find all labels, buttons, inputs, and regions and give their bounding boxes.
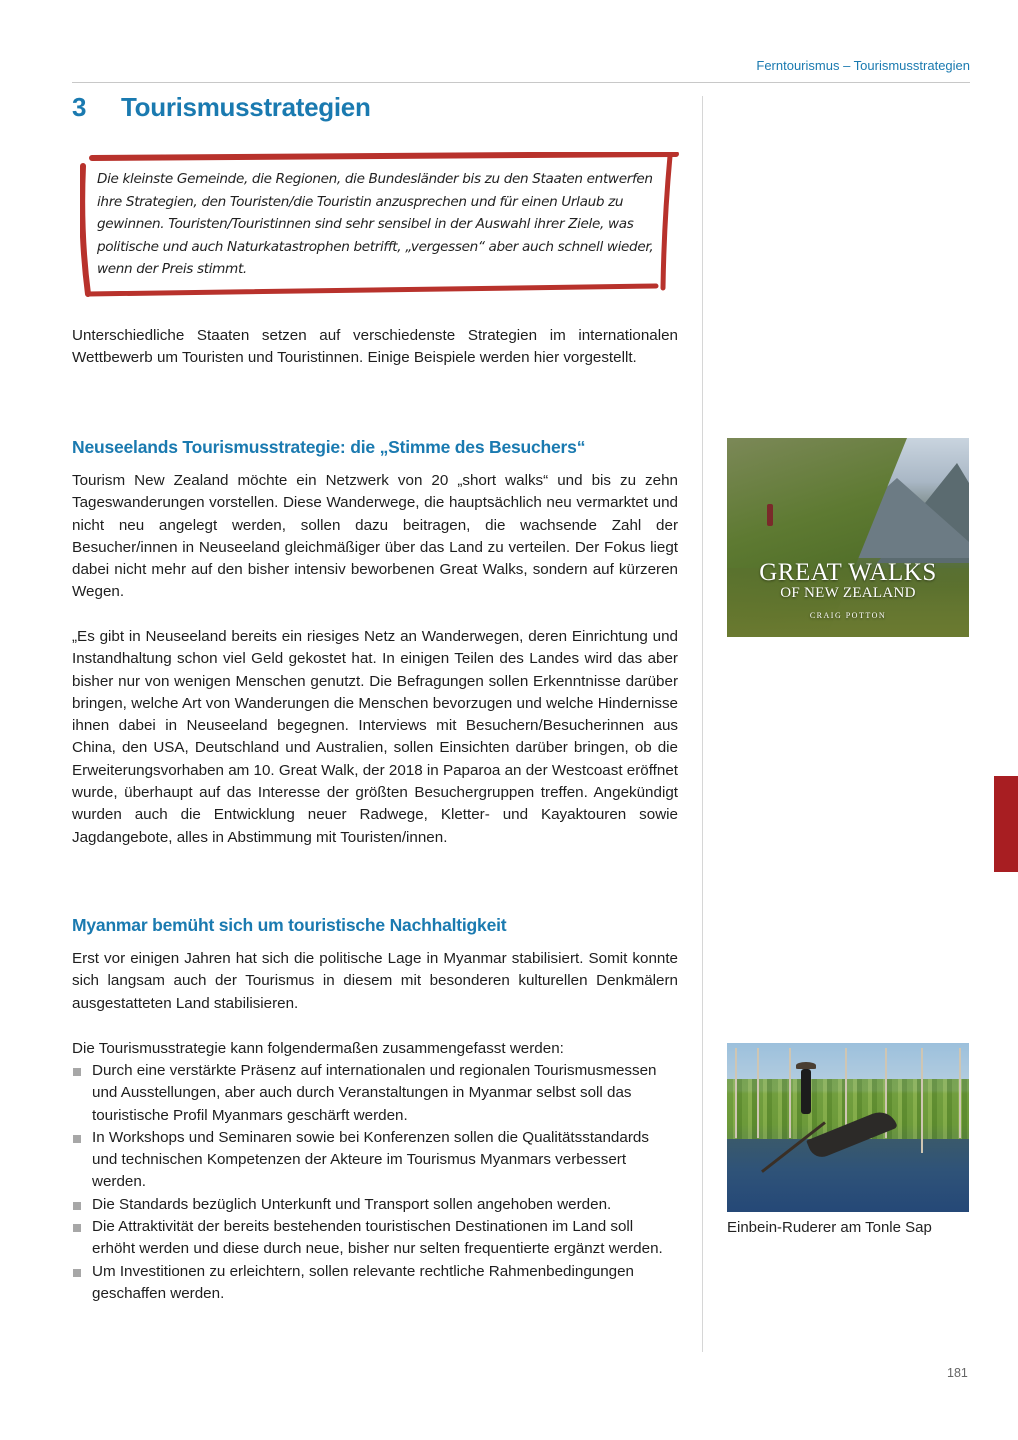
paragraph-nz-2: „Es gibt in Neuseeland bereits ein riesiges Netz an Wanderwegen, deren Einrichtung und Instandhaltung schon viel Geld gekostet hat. In einigen Teilen des Landes wird das aber bisher nur von wenigen Menschen genutzt. Die Befragungen sollen Erkenntnisse darüber bringen, welche Art von Wanderungen die Menschen bevorzugen und welche Hindernisse ihnen dabei in Neuseeland begegnen. Interviews mit Besuchern/Besucherinnen aus China, den USA, Deutschland und Australien, sollen Einsichten darüber bringen, ob die Erweiterungsvorhaben am 10. Great Walk, der 2018 in Paparoa an der Westcoast eröffnet wurde, überhaupt auf das Interesse der größten Besuchergruppen treffen. Angekündigt wurden auch die Entwicklung neuer Radwege, Kletter- und Kayaktouren sowie Jagdangebote, alles in Abstimmung mit Touristen/innen. bbox=[72, 628, 678, 846]
bullet-square-icon bbox=[73, 1068, 81, 1076]
photo-caption: Einbein-Ruderer am Tonle Sap bbox=[727, 1219, 932, 1236]
chapter-title-text: Tourismusstrategien bbox=[121, 92, 371, 122]
column-divider bbox=[702, 96, 703, 1352]
bullet-square-icon bbox=[73, 1202, 81, 1210]
chapter-title bbox=[72, 92, 371, 123]
bullet-square-icon bbox=[73, 1269, 81, 1277]
rower-figure bbox=[801, 1069, 811, 1114]
intro-text: Die kleinste Gemeinde, die Regionen, die Bundesländer bis zu den Staaten entwerfen ihre Strategien, den Touristen/die Touristin anzusprechen und für einen Urlaub zu gewinnen. Touristen/Touristinnen sind sehr sensibel in der Auswahl ihrer Ziele, was politische und auch Naturkatastrophen betrifft, „vergessen“ aber auch schnell wieder, wenn der Preis stimmt. bbox=[97, 171, 654, 277]
hiker-figure bbox=[767, 504, 773, 526]
myanmar-rower-photo bbox=[727, 1043, 969, 1212]
intro-box bbox=[80, 152, 676, 297]
bullet-square-icon bbox=[73, 1224, 81, 1232]
running-head: Ferntourismus – Tourismusstrategien bbox=[756, 58, 970, 73]
strategy-bullet-list bbox=[72, 1060, 678, 1305]
bullet-square-icon bbox=[73, 1135, 81, 1143]
list-item: Die Attraktivität der bereits bestehenden touristischen Destinationen im Land soll erhöht werden und diese durch neue, bisher nur selten frequentierte ergänzt werden. bbox=[72, 1216, 678, 1261]
list-item: Um Investitionen zu erleichtern, sollen relevante rechtliche Rahmenbedingungen geschaffen werden. bbox=[72, 1261, 678, 1306]
nz-book-cover-image bbox=[727, 438, 969, 637]
list-item: Die Standards bezüglich Unterkunft und Transport sollen angehoben werden. bbox=[72, 1194, 678, 1216]
list-item: In Workshops und Seminaren sowie bei Konferenzen sollen die Qualitätsstandards und technischen Kompetenzen der Akteure im Tourismus Myanmars verbessert werden. bbox=[72, 1127, 678, 1194]
paragraph-nz-1: Tourism New Zealand möchte ein Netzwerk von 20 „short walks“ und bis zu zehn Tageswanderungen vorstellen. Diese Wanderwege, die hauptsächlich neu vermarktet und nicht neu angelegt werden, sollen dazu beitragen, die wachsende Zahl der Besucher/innen in Neuseeland gleichmäßiger über das Land zu verteilen. Der Fokus liegt dabei nicht mehr auf den bisher intensiv beworbenen Great Walks, sondern auf kürzeren Wegen. bbox=[72, 472, 678, 601]
header-rule bbox=[72, 82, 970, 83]
chapter-thumb-tab bbox=[994, 776, 1018, 872]
section-heading-myanmar: Myanmar bemüht sich um touristische Nachhaltigkeit bbox=[72, 915, 507, 935]
list-item: Durch eine verstärkte Präsenz auf internationalen und regionalen Tourismusmessen und Ausstellungen, aber auch durch Veranstaltungen in Myanmar selbst soll das touristische Profil Myanmars geschärft werden. bbox=[72, 1060, 678, 1127]
paragraph-myanmar-1: Erst vor einigen Jahren hat sich die politische Lage in Myanmar stabilisiert. Somit konnte sich langsam auch der Tourismus in diesem mit besonderen kulturellen Denkmälern ausgestatteten Land stabilisieren. bbox=[72, 950, 678, 1012]
page-number: 181 bbox=[947, 1366, 968, 1380]
paragraph-myanmar-2: Die Tourismusstrategie kann folgendermaßen zusammengefasst werden: bbox=[72, 1040, 564, 1057]
book-author: CRAIG POTTON bbox=[809, 611, 887, 620]
section-heading-new-zealand: Neuseelands Tourismusstrategie: die „Stimme des Besuchers“ bbox=[72, 437, 586, 457]
book-title-line1: GREAT WALKS bbox=[759, 559, 937, 586]
lead-paragraph: Unterschiedliche Staaten setzen auf verschiedenste Strategien im internationalen Wettbewerb um Touristen und Touristinnen. Einige Beispiele werden hier vorgestellt. bbox=[72, 327, 678, 367]
book-title-line2: OF NEW ZEALAND bbox=[780, 585, 916, 601]
chapter-number: 3 bbox=[72, 92, 87, 122]
